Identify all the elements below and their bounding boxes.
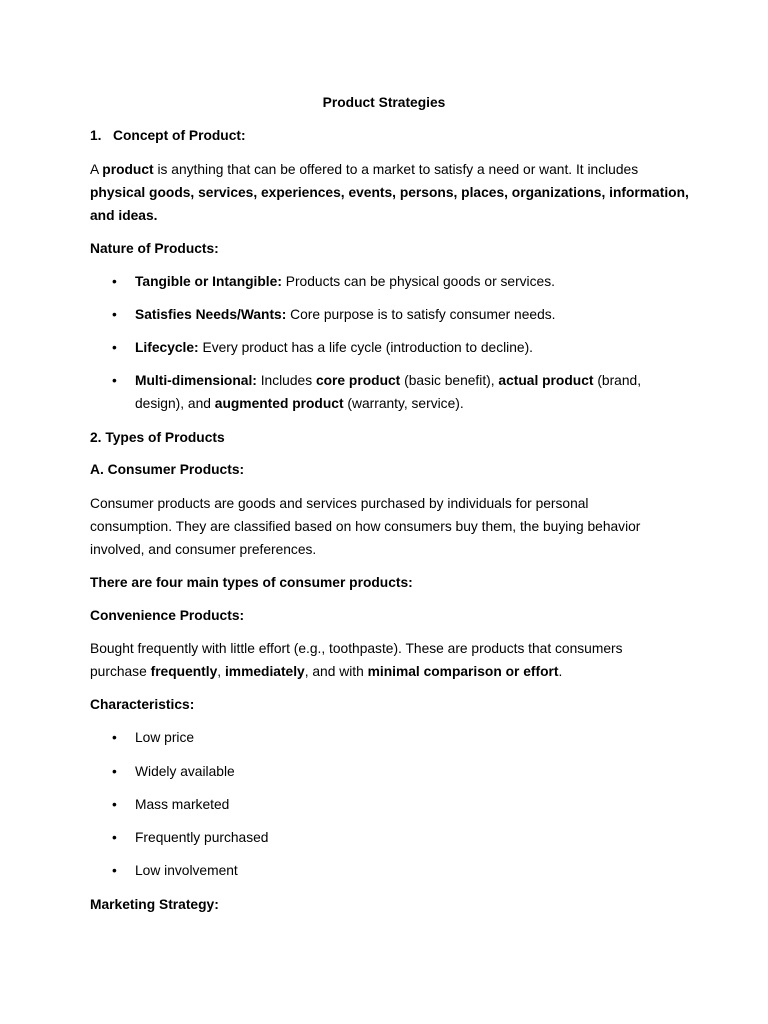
document-title: Product Strategies: [322, 95, 446, 110]
convenience-line-1: Bought frequently with little effort (e.g., toothpaste). These are products that consumers: [90, 641, 623, 656]
convenience-line-2: purchase frequently, immediately, and with minimal comparison or effort.: [90, 664, 563, 679]
marketing-strategy-heading: Marketing Strategy:: [90, 897, 219, 912]
subsection-heading-consumer: A. Consumer Products:: [90, 462, 245, 477]
convenience-heading: Convenience Products:: [90, 608, 245, 623]
nature-heading: Nature of Products:: [90, 241, 219, 256]
bullet-icon: •: [112, 764, 117, 779]
section-heading-types: 2. Types of Products: [90, 430, 225, 445]
bullet-icon: •: [112, 730, 117, 745]
section-number: 1.: [90, 128, 102, 143]
consumer-line-3: involved, and consumer preferences.: [90, 542, 317, 557]
characteristic-item: Frequently purchased: [135, 830, 269, 845]
nature-item-multi-line-2: design), and augmented product (warranty, service).: [135, 396, 464, 411]
nature-item: Lifecycle: Every product has a life cycle (introduction to decline).: [135, 340, 534, 355]
bullet-icon: •: [112, 340, 117, 355]
consumer-line-2: consumption. They are classified based on how consumers buy them, the buying behavior: [90, 519, 641, 534]
bullet-icon: •: [112, 863, 117, 878]
nature-item-multi-line-1: Multi-dimensional: Includes core product (basic benefit), actual product (brand,: [135, 373, 642, 388]
bullet-icon: •: [112, 274, 117, 289]
bullet-icon: •: [112, 373, 117, 388]
intro-line-1: A product is anything that can be offered to a market to satisfy a need or want. It includes: [90, 162, 639, 177]
section-heading-concept: Concept of Product:: [113, 128, 246, 143]
characteristic-item: Mass marketed: [135, 797, 230, 812]
intro-line-2: physical goods, services, experiences, events, persons, places, organizations, information,: [90, 185, 689, 200]
nature-item: Tangible or Intangible: Products can be physical goods or services.: [135, 274, 555, 289]
characteristics-heading: Characteristics:: [90, 697, 195, 712]
four-types-heading: There are four main types of consumer products:: [90, 575, 413, 590]
intro-line-3: and ideas.: [90, 208, 158, 223]
bullet-icon: •: [112, 830, 117, 845]
consumer-line-1: Consumer products are goods and services purchased by individuals for personal: [90, 496, 589, 511]
characteristic-item: Low involvement: [135, 863, 238, 878]
characteristic-item: Widely available: [135, 764, 235, 779]
nature-item: Satisfies Needs/Wants: Core purpose is to satisfy consumer needs.: [135, 307, 556, 322]
bullet-icon: •: [112, 307, 117, 322]
characteristic-item: Low price: [135, 730, 195, 745]
bullet-icon: •: [112, 797, 117, 812]
